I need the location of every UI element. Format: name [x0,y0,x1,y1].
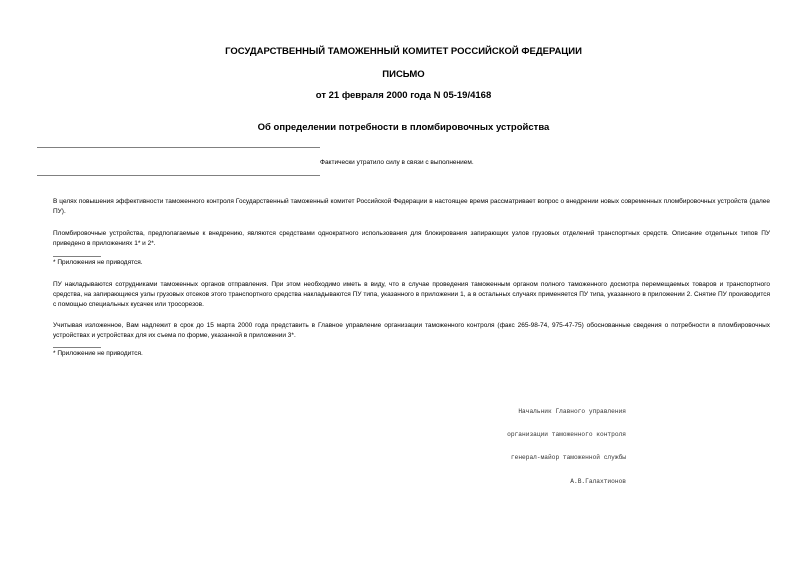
document-type: ПИСЬМО [382,69,425,80]
signatory-name: А.В.Галахтионов [570,477,626,485]
issuing-organization: ГОСУДАРСТВЕННЫЙ ТАМОЖЕННЫЙ КОМИТЕТ РОССИЙСКОЙ ФЕДЕРАЦИИ [225,46,582,57]
status-note: Фактически утратило силу в связи с выполнением. [320,159,474,166]
signature-block [486,392,626,501]
body-paragraph: Учитывая изложенное, Вам надлежит в срок до 15 марта 2000 года представить в Главное управление организации таможенного контроля (факс 265-98-74, 975-47-75) обоснованные сведения о потребности в пломбировочных устройствах и устройствах для их съема по форме, указанной в приложении 3*. [53,322,770,339]
footnote-divider [53,256,101,257]
footnote: * Приложение не приводится. [53,350,143,357]
body-paragraph: Пломбировочные устройства, предполагаемые к внедрению, являются средствами однократного использования для блокирования запирающих узлов грузовых отделений транспортных средств. Описание отдельных типов ПУ приведено в приложениях 1* и 2*. [53,230,770,247]
footnote: * Приложения не приводятся. [53,259,143,266]
signature-line: Начальник Главного управления [518,407,626,415]
signature-line: генерал-майор таможенной службы [510,454,626,462]
divider [37,147,320,148]
signature-line: организации таможенного контроля [507,430,626,438]
document-date-number: от 21 февраля 2000 года N 05-19/4168 [315,90,492,101]
document-subject: Об определении потребности в пломбировочных устройства [257,122,550,133]
body-paragraph: ПУ накладываются сотрудниками таможенных органов отправления. При этом необходимо иметь в виду, что в случае проведения таможенным органом полного таможенного досмотра перемещаемых товаров и транспортного средства, на запирающиеся узлы грузовых отсеков этого транспортного средства накладываются ПУ типа, указанного в приложении 1, а в остальных случаях применяется ПУ типа, указанного в приложении 2. Снятие ПУ производится с помощью специальных кусачек или тросорезов. [53,281,770,308]
divider [37,175,320,176]
footnote-divider [53,347,101,348]
body-paragraph: В целях повышения эффективности таможенного контроля Государственный таможенный комитет Российской Федерации в настоящее время рассматривает вопрос о внедрении новых современных пломбировочных устройств (далее ПУ). [53,198,770,215]
